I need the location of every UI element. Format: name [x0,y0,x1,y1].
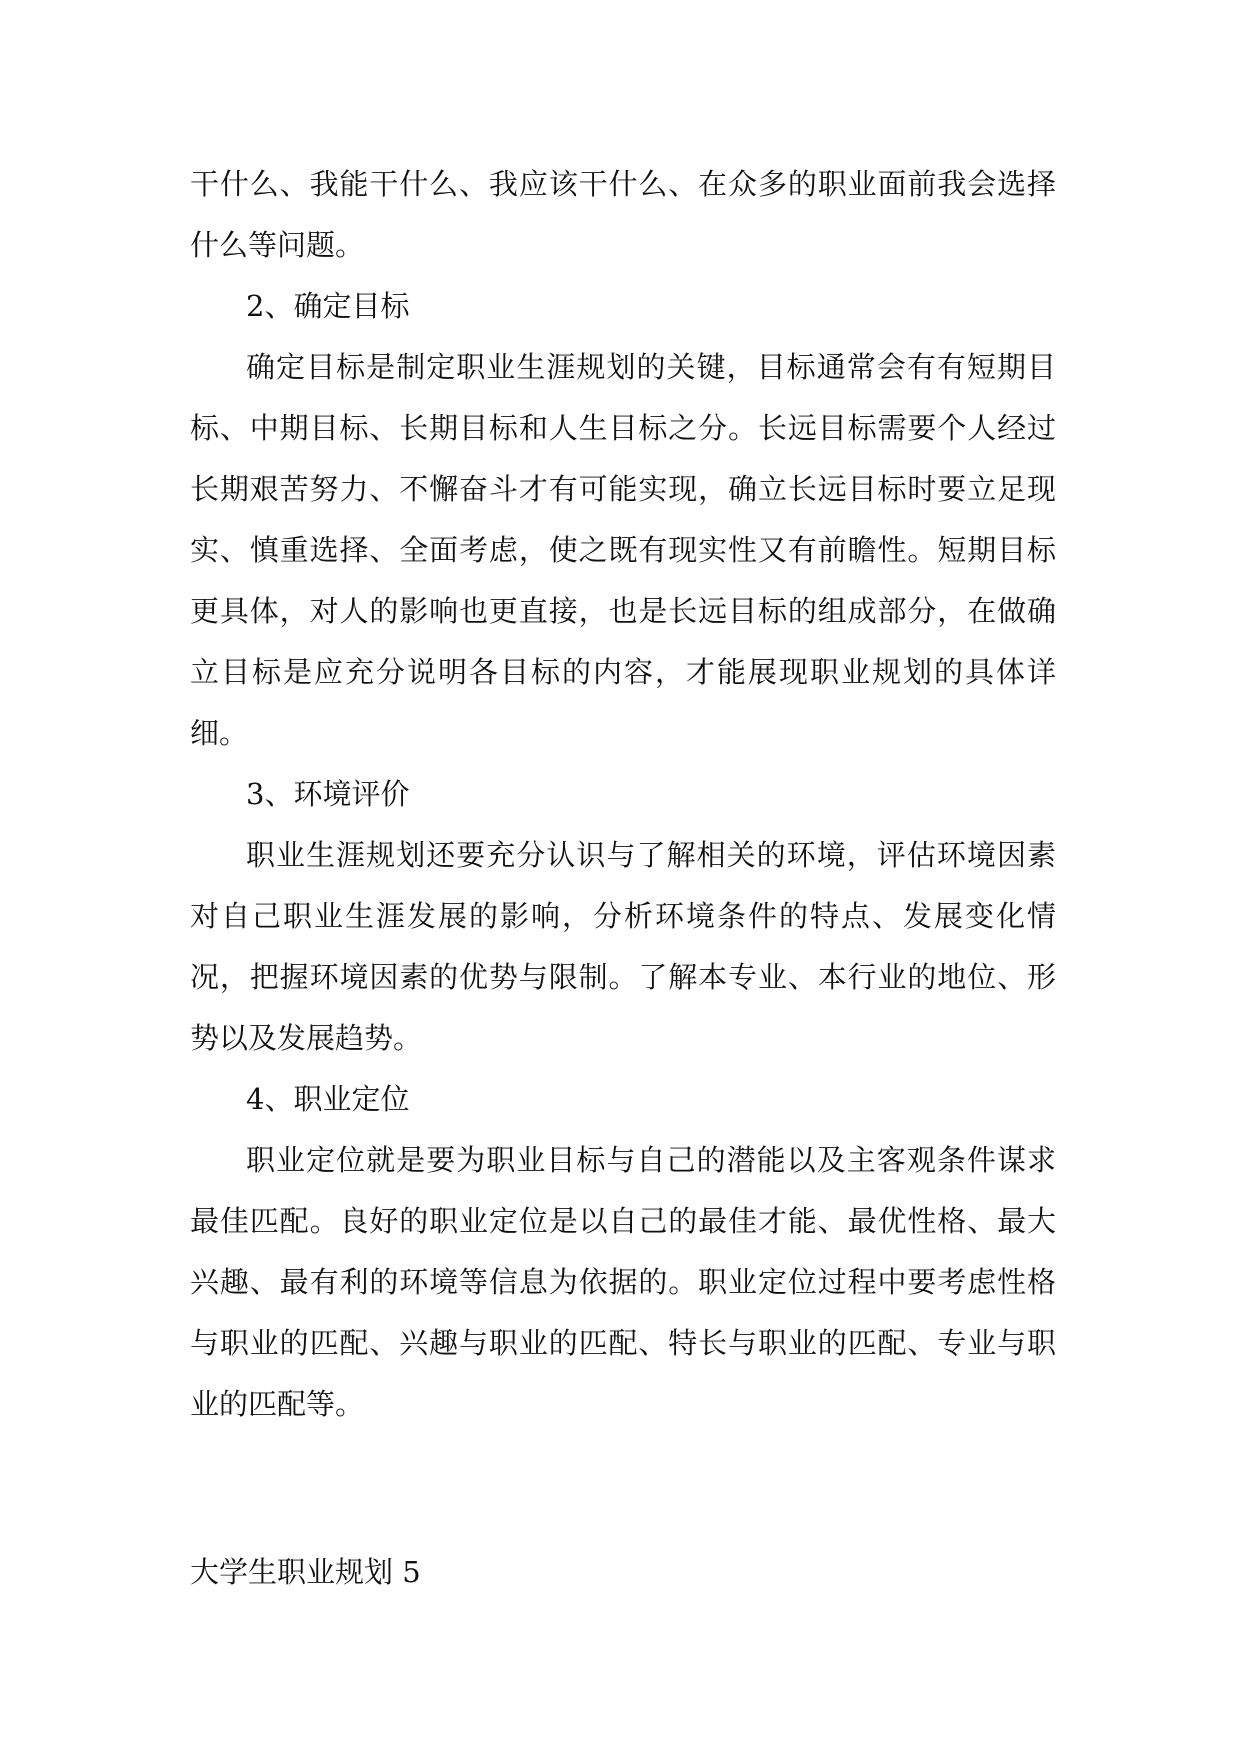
section-heading-career-positioning: 4、职业定位 [246,1082,410,1116]
section-heading-environment-evaluation: 3、环境评价 [246,777,410,811]
paragraph-determine-goals: 确定目标是制定职业生涯规划的关键，目标通常会有有短期目标、中期目标、长期目标和人生目标之分。长远目标需要个人经过长期艰苦努力、不懈奋斗才有可能实现，确立长远目标时要立足现实、慎重选择、全面考虑，使之既有现实性又有前瞻性。短期目标更具体，对人的影响也更直接，也是长远目标的组成部分，在做确立目标是应充分说明各目标的内容，才能展现职业规划的具体详细。 [190,350,1056,750]
paragraph-environment-evaluation: 职业生涯规划还要充分认识与了解相关的环境，评估环境因素对自己职业生涯发展的影响，分析环境条件的特点、发展变化情况，把握环境因素的优势与限制。了解本专业、本行业的地位、形势以及发展趋势。 [190,838,1056,1055]
paragraph-career-positioning: 职业定位就是要为职业目标与自己的潜能以及主客观条件谋求最佳匹配。良好的职业定位是以自己的最佳才能、最优性格、最大兴趣、最有利的环境等信息为依据的。职业定位过程中要考虑性格与职业的匹配、兴趣与职业的匹配、特长与职业的匹配、专业与职业的匹配等。 [190,1143,1056,1421]
section-heading-determine-goals: 2、确定目标 [246,289,410,323]
next-article-title: 大学生职业规划 5 [190,1555,421,1589]
document-body [190,154,1056,1435]
paragraph-continuation: 干什么、我能干什么、我应该干什么、在众多的职业面前我会选择什么等问题。 [190,167,1056,262]
